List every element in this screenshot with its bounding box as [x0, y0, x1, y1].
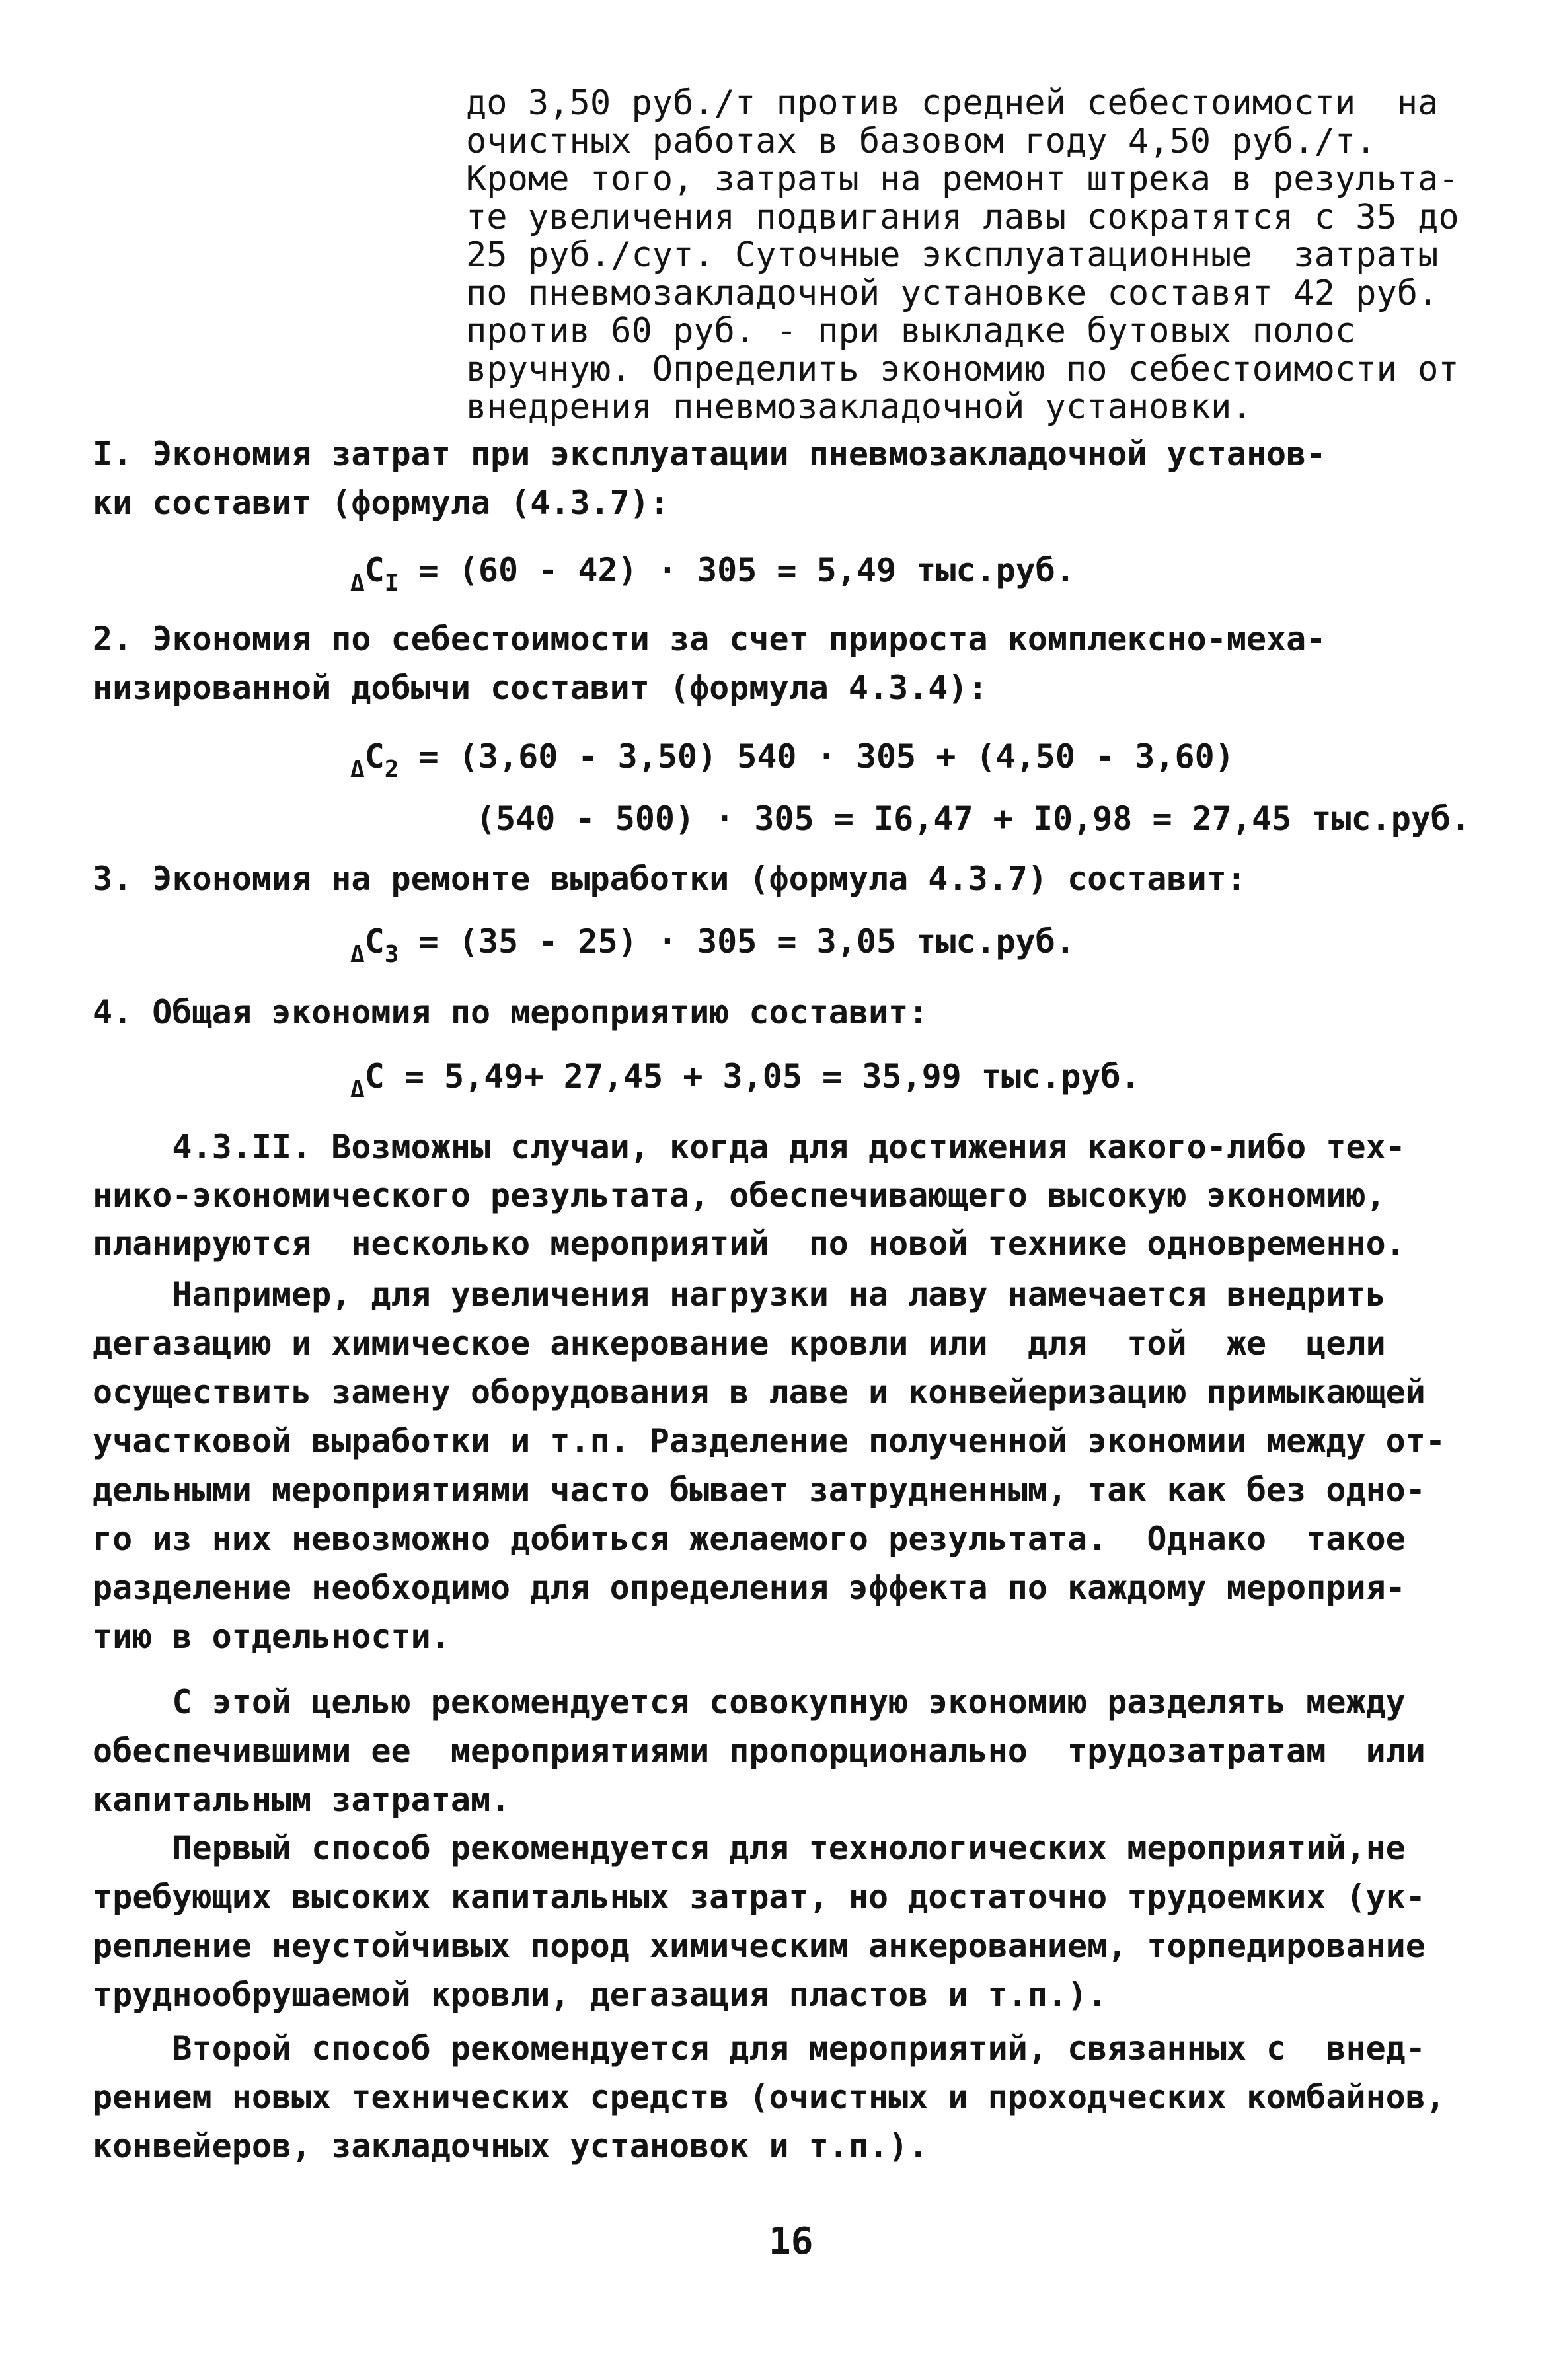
formula-line — [350, 917, 1075, 979]
text-line: рением новых технических средств (очистных и проходческих комбайнов, — [93, 2078, 1445, 2116]
text-line: обеспечившими ее мероприятиями пропорционально трудозатратам или — [93, 1732, 1426, 1770]
text-line: ки составит (формула (4.3.7): — [93, 484, 669, 522]
formula-line-continuation: (540 - 500) · 305 = I6,47 + I0,98 = 27,45 тыс.руб. — [476, 800, 1471, 838]
problem-statement — [466, 85, 1459, 427]
delta-symbol: Δ — [350, 1076, 365, 1103]
formula-variable: C — [364, 1057, 385, 1096]
formula-expression: = (35 - 25) · 305 = 3,05 тыс.руб. — [399, 922, 1075, 961]
text-line: разделение необходимо для определения эффекта по каждому мероприя- — [93, 1569, 1406, 1607]
paragraph-purpose — [93, 1678, 1426, 1824]
text-line: по пневмозакладочной установке составят 42 руб. — [466, 273, 1439, 313]
text-line: Второй способ рекомендуется для мероприятий, связанных с внед- — [93, 2029, 1426, 2067]
text-line: осуществить замену оборудования в лаве и конвейеризацию примыкающей — [93, 1373, 1426, 1411]
formula-subscript: 2 — [384, 756, 399, 783]
text-line: внедрения пневмозакладочной установки. — [466, 387, 1252, 427]
section-4-3-11 — [93, 1123, 1406, 1268]
formula-line — [350, 1052, 1141, 1114]
text-line: 4. Общая экономия по мероприятию составит: — [93, 993, 929, 1031]
text-line: 4.3.II. Возможны случаи, когда для достижения какого-либо тех- — [93, 1128, 1406, 1166]
text-line: капитальным затратам. — [93, 1781, 511, 1819]
formula-1 — [350, 546, 1075, 608]
formula-4 — [350, 1052, 1141, 1114]
delta-symbol: Δ — [350, 756, 365, 783]
text-line: участковой выработки и т.п. Разделение полученной экономии между от- — [93, 1422, 1445, 1460]
text-line: низированной добычи составит (формула 4.3.4): — [93, 669, 988, 707]
text-line: дельными мероприятиями часто бывает затрудненным, так как без одно- — [93, 1471, 1426, 1509]
text-line: I. Экономия затрат при эксплуатации пневмозакладочной установ- — [93, 435, 1326, 473]
paragraph-second-method — [93, 2024, 1445, 2171]
text-line: очистных работах в базовом году 4,50 руб./т. — [466, 121, 1377, 161]
paragraph-example — [93, 1270, 1445, 1661]
formula-subscript: 3 — [384, 941, 399, 968]
text-line: репление неустойчивых пород химическим анкерованием, торпедирование — [93, 1927, 1426, 1965]
formula-variable: C — [364, 737, 385, 776]
delta-symbol: Δ — [350, 570, 365, 597]
delta-symbol: Δ — [350, 941, 365, 968]
formula-line — [350, 546, 1075, 608]
formula-expression: = 5,49+ 27,45 + 3,05 = 35,99 тыс.руб. — [384, 1057, 1141, 1096]
text-line: те увеличения подвигания лавы сократятся с 35 до — [466, 197, 1459, 237]
step-3 — [93, 854, 1246, 903]
formula-variable: C — [364, 551, 385, 589]
text-line: 25 руб./сут. Суточные эксплуатационные затраты — [466, 235, 1439, 275]
formula-expression: = (60 - 42) · 305 = 5,49 тыс.руб. — [399, 551, 1075, 589]
step-4 — [93, 988, 928, 1037]
step-2 — [93, 614, 1326, 712]
text-line: 2. Экономия по себестоимости за счет прироста комплексно-меха- — [93, 620, 1326, 658]
text-line: Первый способ рекомендуется для технологических мероприятий,не — [93, 1829, 1406, 1867]
step-1 — [93, 429, 1326, 527]
text-line: дегазацию и химическое анкерование кровли или для той же цели — [93, 1324, 1386, 1362]
text-line: до 3,50 руб./т против средней себестоимости на — [466, 83, 1439, 123]
text-line: 3. Экономия на ремонте выработки (формула 4.3.7) составит: — [93, 860, 1246, 898]
text-line: труднообрушаемой кровли, дегазация пластов и т.п.). — [93, 1976, 1108, 2014]
formula-2 — [350, 732, 1470, 843]
paragraph-first-method — [93, 1824, 1426, 2019]
text-line: планируются несколько мероприятий по новой технике одновременно. — [93, 1224, 1406, 1263]
text-line: Кроме того, затраты на ремонт штрека в результа- — [466, 159, 1459, 199]
text-line: С этой целью рекомендуется совокупную экономию разделять между — [93, 1683, 1406, 1721]
text-line: против 60 руб. - при выкладке бутовых полос — [466, 311, 1356, 351]
formula-3 — [350, 917, 1075, 979]
page-number: 16 — [769, 2220, 814, 2263]
text-line: го из них невозможно добиться желаемого результата. Однако такое — [93, 1520, 1406, 1558]
formula-subscript: I — [384, 570, 399, 597]
text-line: тию в отдельности. — [93, 1618, 451, 1656]
text-line: требующих высоких капитальных затрат, но достаточно трудоемких (ук- — [93, 1878, 1426, 1916]
formula-line — [350, 732, 1470, 794]
formula-expression: = (3,60 - 3,50) 540 · 305 + (4,50 - 3,60) — [399, 737, 1235, 776]
text-line: вручную. Определить экономию по себестоимости от — [466, 349, 1459, 389]
text-line: Например, для увеличения нагрузки на лаву намечается внедрить — [93, 1275, 1386, 1314]
formula-variable: C — [364, 922, 385, 961]
text-line: нико-экономического результата, обеспечивающего высокую экономию, — [93, 1176, 1386, 1214]
text-line: конвейеров, закладочных установок и т.п.). — [93, 2127, 929, 2165]
